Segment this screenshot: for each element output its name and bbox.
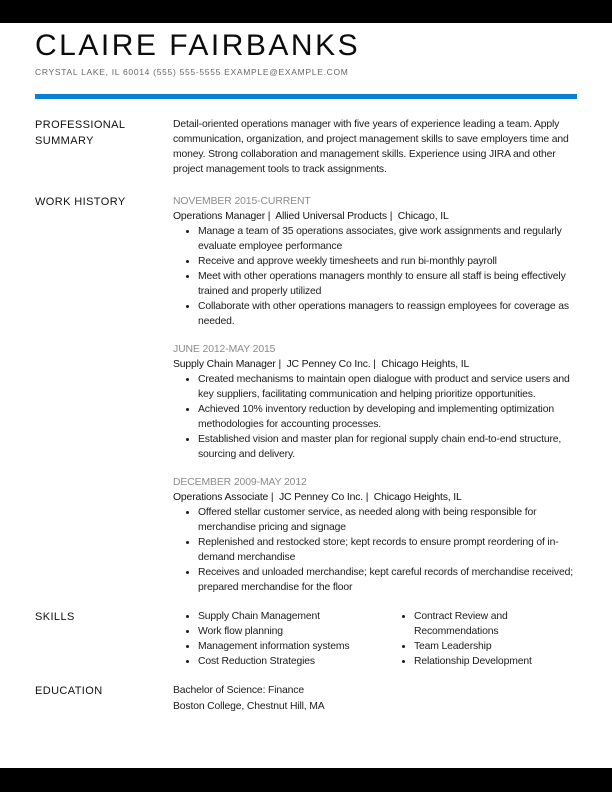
education-label: EDUCATION [35, 685, 103, 697]
skill-item: • Work flow planning [198, 624, 389, 639]
contact-line: CRYSTAL LAKE, IL 60014 (555) 555-5555 EXAMPLE@EXAMPLE.COM [35, 67, 349, 77]
job-bullet: • Receive and approve weekly timesheets and run bi-monthly payroll [198, 254, 577, 269]
job-bullet: • Achieved 10% inventory reduction by developing and implementing optimization methodologies for accounting processes. [198, 402, 577, 432]
education-school: Boston College, Chestnut Hill, MA [173, 700, 325, 712]
job-bullet: • Collaborate with other operations managers to reassign employees for coverage as needed. [198, 299, 577, 329]
summary-label: PROFESSIONAL SUMMARY [35, 119, 125, 147]
person-name: CLAIRE FAIRBANKS [35, 29, 361, 62]
skill-item: • Team Leadership [414, 639, 577, 654]
job-dates: NOVEMBER 2015-CURRENT [173, 196, 311, 207]
job-entry [173, 194, 577, 329]
section-professional-summary [35, 117, 577, 177]
job-title: Operations Manager | Allied Universal Products | Chicago, IL [173, 211, 449, 222]
skills-column-1 [173, 609, 389, 669]
job-bullet-list [173, 372, 577, 462]
work-history-jobs [173, 194, 577, 595]
job-title: Operations Associate | JC Penney Co Inc. | Chicago Heights, IL [173, 492, 462, 503]
skill-item: • Contract Review and Recommendations [414, 609, 577, 639]
work-history-label: WORK HISTORY [35, 196, 126, 208]
education-degree: Bachelor of Science: Finance [173, 685, 304, 696]
section-education [35, 683, 577, 714]
resume-content [35, 23, 577, 714]
job-entry [173, 475, 577, 595]
job-bullet: • Meet with other operations managers monthly to ensure all staff is being effectively trained and properly utilized [198, 269, 577, 299]
job-title: Supply Chain Manager | JC Penney Co Inc. | Chicago Heights, IL [173, 359, 470, 370]
job-bullet: • Manage a team of 35 operations associates, give work assignments and regularly evaluate employee performance [198, 224, 577, 254]
section-work-history [35, 194, 577, 595]
skill-item: • Cost Reduction Strategies [198, 654, 389, 669]
job-bullet-list [173, 505, 577, 595]
skills-label: SKILLS [35, 611, 75, 623]
bottom-black-bar [0, 768, 612, 792]
skill-item: • Management information systems [198, 639, 389, 654]
accent-divider [35, 94, 577, 99]
skills-columns [173, 609, 577, 669]
summary-text: Detail-oriented operations manager with five years of experience leading a team. Apply communication, organization, and project management skills to save employers time and money. Strong collaboration and management skills. Experience using JIRA and other project management tools to track assignments. [173, 119, 569, 175]
job-entry [173, 342, 577, 462]
section-skills [35, 609, 577, 669]
job-bullet: • Replenished and restocked store; kept records to ensure prompt reordering of in-demand merchandise [198, 535, 577, 565]
job-bullet: • Established vision and master plan for regional supply chain end-to-end structure, sourcing and delivery. [198, 432, 577, 462]
skill-item: • Relationship Development [414, 654, 577, 669]
job-dates: DECEMBER 2009-MAY 2012 [173, 477, 307, 488]
job-dates: JUNE 2012-MAY 2015 [173, 344, 276, 355]
top-black-bar [0, 0, 612, 23]
skill-item: • Supply Chain Management [198, 609, 389, 624]
job-bullet: • Offered stellar customer service, as needed along with being responsible for merchandise pricing and signage [198, 505, 577, 535]
job-bullet: • Receives and unloaded merchandise; kept careful records of merchandise received; prepared merchandise for the floor [198, 565, 577, 595]
skills-column-2 [389, 609, 577, 669]
education-details [173, 683, 577, 714]
job-bullet-list [173, 224, 577, 329]
job-bullet: • Created mechanisms to maintain open dialogue with product and service users and key suppliers, facilitating communication and helping prioritize opportunities. [198, 372, 577, 402]
